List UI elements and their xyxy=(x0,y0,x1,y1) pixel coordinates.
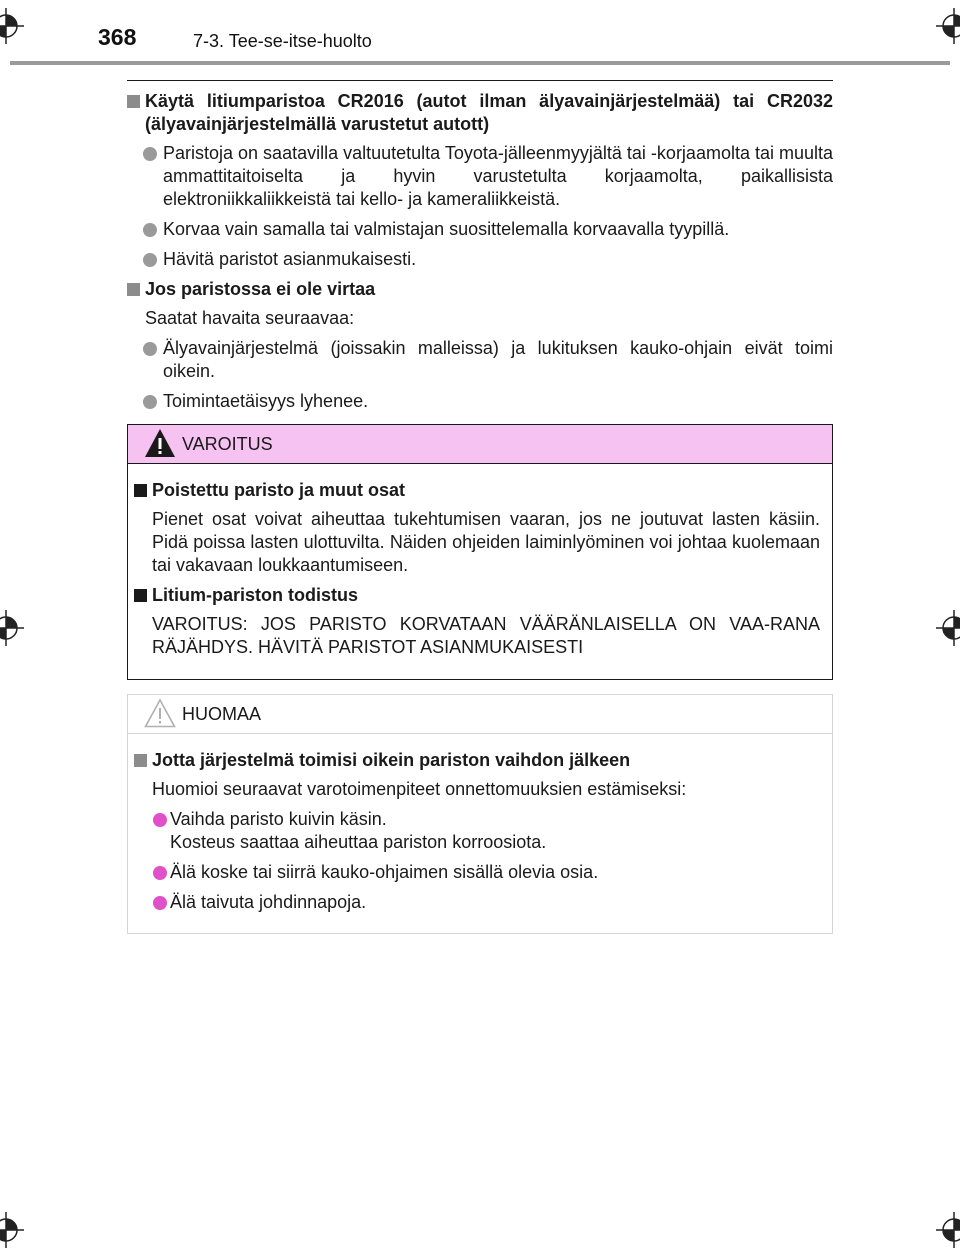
warning-item-text: Pienet osat voivat aiheuttaa tukehtumisen vaaran, jos ne joutuvat lasten käsiin. Pidä poissa lasten ulottuvilta. Näiden ohjeiden laiminlyöminen voi johtaa kuolemaan tai vakavaan loukkaantumiseen. xyxy=(152,509,820,575)
square-bullet-icon xyxy=(134,589,147,602)
square-bullet-icon xyxy=(127,283,140,296)
circle-bullet-icon xyxy=(153,896,167,910)
notice-title: HUOMAA xyxy=(182,704,262,724)
circle-bullet-icon xyxy=(143,342,157,356)
header-rule xyxy=(10,61,950,65)
no-power-intro: Saatat havaita seuraavaa: xyxy=(145,308,355,328)
section-title: 7-3. Tee-se-itse-huolto xyxy=(193,31,372,51)
list-item: Älä taivuta johdinnapoja. xyxy=(134,891,820,914)
warning-body xyxy=(134,479,820,666)
circle-bullet-icon xyxy=(143,253,157,267)
list-item: Toimintaetäisyys lyhenee. xyxy=(127,390,833,413)
square-bullet-icon xyxy=(134,754,147,767)
registration-mark-icon xyxy=(0,610,24,646)
registration-mark-icon xyxy=(936,1212,960,1248)
circle-bullet-icon xyxy=(153,866,167,880)
notice-header xyxy=(128,695,832,734)
warning-box xyxy=(127,424,833,680)
notice-intro: Huomioi seuraavat varotoimenpiteet onnettomuuksien estämiseksi: xyxy=(152,779,687,799)
warning-item-text: VAROITUS: JOS PARISTO KORVATAAN VÄÄRÄNLAISELLA ON VAA-RANA RÄJÄHDYS. HÄVITÄ PARISTOT ASIANMUKAISESTI xyxy=(152,614,820,657)
square-bullet-icon xyxy=(127,95,140,108)
battery-type-heading: Käytä litiumparistoa CR2016 (autot ilman älyavainjärjestelmää) tai CR2032 (älyavainjärjestelmällä varustetut autott) xyxy=(127,90,833,136)
notice-body xyxy=(134,749,820,921)
circle-bullet-icon xyxy=(143,147,157,161)
circle-bullet-icon xyxy=(153,813,167,827)
circle-bullet-icon xyxy=(143,223,157,237)
warning-triangle-icon xyxy=(144,428,176,458)
registration-mark-icon xyxy=(936,610,960,646)
warning-title: VAROITUS xyxy=(182,434,273,454)
page-header xyxy=(0,0,960,70)
caution-triangle-icon xyxy=(144,698,176,728)
content-top-rule xyxy=(127,80,833,81)
list-item: Vaihda paristo kuivin käsin. Kosteus saattaa aiheuttaa pariston korroosiota. xyxy=(134,808,820,854)
square-bullet-icon xyxy=(134,484,147,497)
warning-item-heading: Poistettu paristo ja muut osat xyxy=(134,479,820,502)
circle-bullet-icon xyxy=(143,395,157,409)
page-number: 368 xyxy=(98,24,137,50)
list-item: Älä koske tai siirrä kauko-ohjaimen sisällä olevia osia. xyxy=(134,861,820,884)
notice-box xyxy=(127,694,833,934)
list-item: Korvaa vain samalla tai valmistajan suosittelemalla korvaavalla tyypillä. xyxy=(127,218,833,241)
registration-mark-icon xyxy=(0,1212,24,1248)
list-item: Älyavainjärjestelmä (joissakin malleissa) ja lukituksen kauko-ohjain eivät toimi oikein. xyxy=(127,337,833,383)
warning-header xyxy=(128,425,832,464)
no-power-heading: Jos paristossa ei ole virtaa xyxy=(127,278,833,301)
notice-heading: Jotta järjestelmä toimisi oikein pariston vaihdon jälkeen xyxy=(134,749,820,772)
warning-item-heading: Litium-pariston todistus xyxy=(134,584,820,607)
list-item: Hävitä paristot asianmukaisesti. xyxy=(127,248,833,271)
main-content xyxy=(127,90,833,420)
list-item: Paristoja on saatavilla valtuutetulta Toyota-jälleenmyyjältä tai -korjaamolta tai muulta ammattitaitoiselta ja hyvin varustetulta korjaamolta, paikallisista elektroniikkaliikkeistä tai kello- ja kameraliikkeistä. xyxy=(127,142,833,211)
